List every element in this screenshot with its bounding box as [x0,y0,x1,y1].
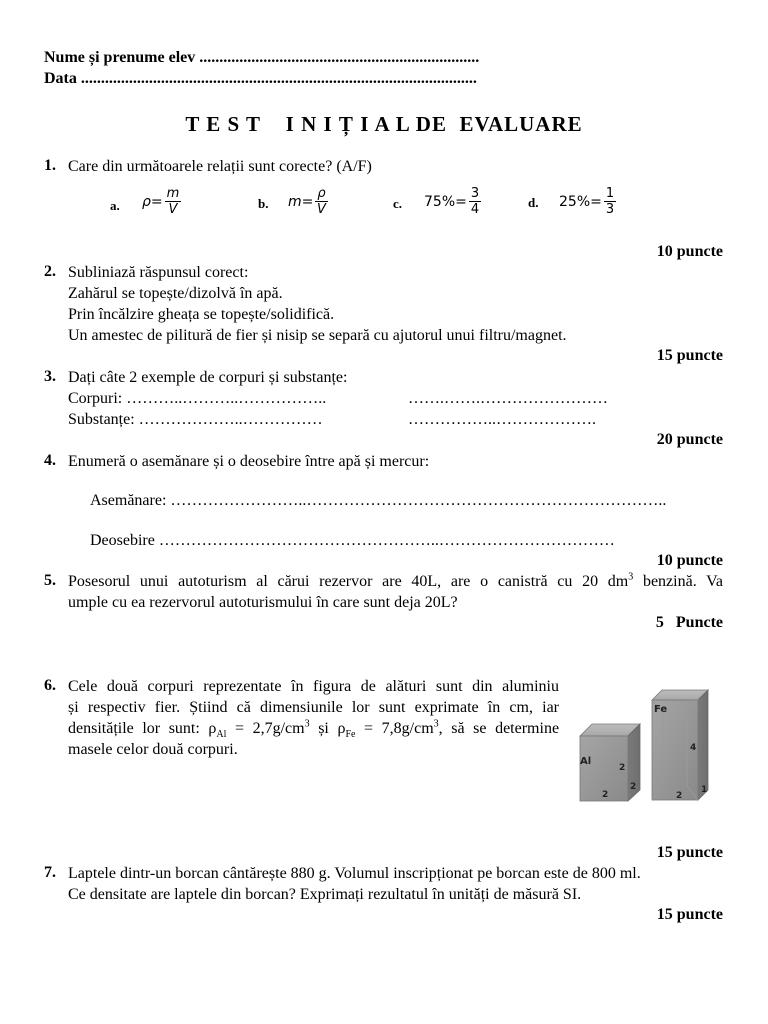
option-b-letter: b. [258,196,269,211]
option-d-letter: d. [528,195,539,210]
option-a-formula: ρ= $\frac{m}{V}$ [142,186,180,217]
question-6-line-1: Cele două corpuri reprezentate în figura de alături sunt din aluminiu [68,678,559,695]
al-dim-front: 2 [602,790,609,800]
question-5-points: 5 Puncte [655,614,723,631]
question-3-text: Dați câte 2 exemple de corpuri și substanțe: [68,369,348,386]
question-6-points: 15 puncte [656,844,723,861]
question-2-instruction: Subliniază răspunsul corect: [68,264,249,281]
question-1-text: Care din următoarele relații sunt corecte? (A/F) [68,158,372,175]
question-2-line-3: Un amestec de pilitură de fier și nisip se separă cu ajutorul unui filtru/magnet. [68,327,567,344]
option-c-formula: 75%= $\frac{3}{4}$ [424,186,480,217]
corpuri-blank: …….…….…………………… [408,390,608,407]
question-1-number: 1. [44,157,56,174]
option-d-formula: 25%= $\frac{1}{3}$ [559,186,615,217]
question-6-line-4: masele celor două corpuri. [68,741,238,758]
fe-label: Fe [654,704,668,715]
question-6-number: 6. [44,677,56,694]
option-c-letter: c. [393,196,403,211]
question-3-number: 3. [44,368,56,385]
question-4-number: 4. [44,452,56,469]
question-7-line-2: Ce densitate are laptele din borcan? Exprimați rezultatul în unități de măsură SI. [68,886,582,903]
fe-dim-height: 4 [690,743,697,753]
question-2-number: 2. [44,263,56,280]
question-4-points: 10 puncte [656,552,723,569]
question-6-line-3: densitățile lor sunt: $\rho_{Al} = 2,7g/cm^3$ și $\rho_{Fe} = 7,8g/cm^3$, să se determine [68,718,560,741]
question-7-number: 7. [44,864,56,881]
blocks-figure [575,686,715,806]
al-label: Al [580,756,592,767]
question-2-points: 15 puncte [656,347,723,364]
option-b-formula: m= $\frac{\rho}{V}$ [288,186,326,217]
al-dim-height: 2 [619,763,626,773]
page-title: T E S T I N I Ț I A L DE EVALUARE [185,112,583,136]
question-4-text: Enumeră o asemănare și o deosebire între apă și mercur: [68,453,430,470]
corpuri-line: Corpuri: ………..………..…………….. [68,390,327,407]
substante-blank: ……………..………………. [408,411,596,428]
question-3-points: 20 puncte [656,431,723,448]
al-dim-side: 2 [630,782,637,792]
question-5-line-1: Posesorul unui autoturism al cărui rezervor are 40L, are o canistră cu 20 $dm^3$ benzină. Va [68,571,724,590]
fe-dim-side: 1 [701,785,708,795]
fe-dim-front: 2 [676,791,683,801]
question-5-line-2: umple cu ea rezervorul autoturismului în care sunt deja 20L? [68,594,458,611]
question-7-points: 15 puncte [656,906,723,923]
option-a-letter: a. [110,198,120,213]
substante-line: Substanțe: ………………..…………… [68,411,323,428]
question-7-line-1: Laptele dintr-un borcan cântărește 880 g. Volumul inscripționat pe borcan este de 800 ml. [68,865,641,882]
question-1-points: 10 puncte [656,243,723,260]
question-2-line-1: Zahărul se topește/dizolvă în apă. [68,285,283,302]
question-2-line-2: Prin încălzire gheața se topește/solidifică. [68,306,335,323]
date-line: Data ................................................................................................... [44,70,477,87]
question-5-number: 5. [44,572,56,589]
student-name-line: Nume și prenume elev ...................................................................... [44,49,480,66]
deosebire-line: Deosebire ……………………………………………..…………………………… [90,532,615,549]
question-6-line-2: și respectiv fier. Știind că dimensiunile lor sunt exprimate în cm, iar [68,699,559,716]
asemanare-line: Asemănare: ……………………..………………………………………………………….. [90,492,667,509]
